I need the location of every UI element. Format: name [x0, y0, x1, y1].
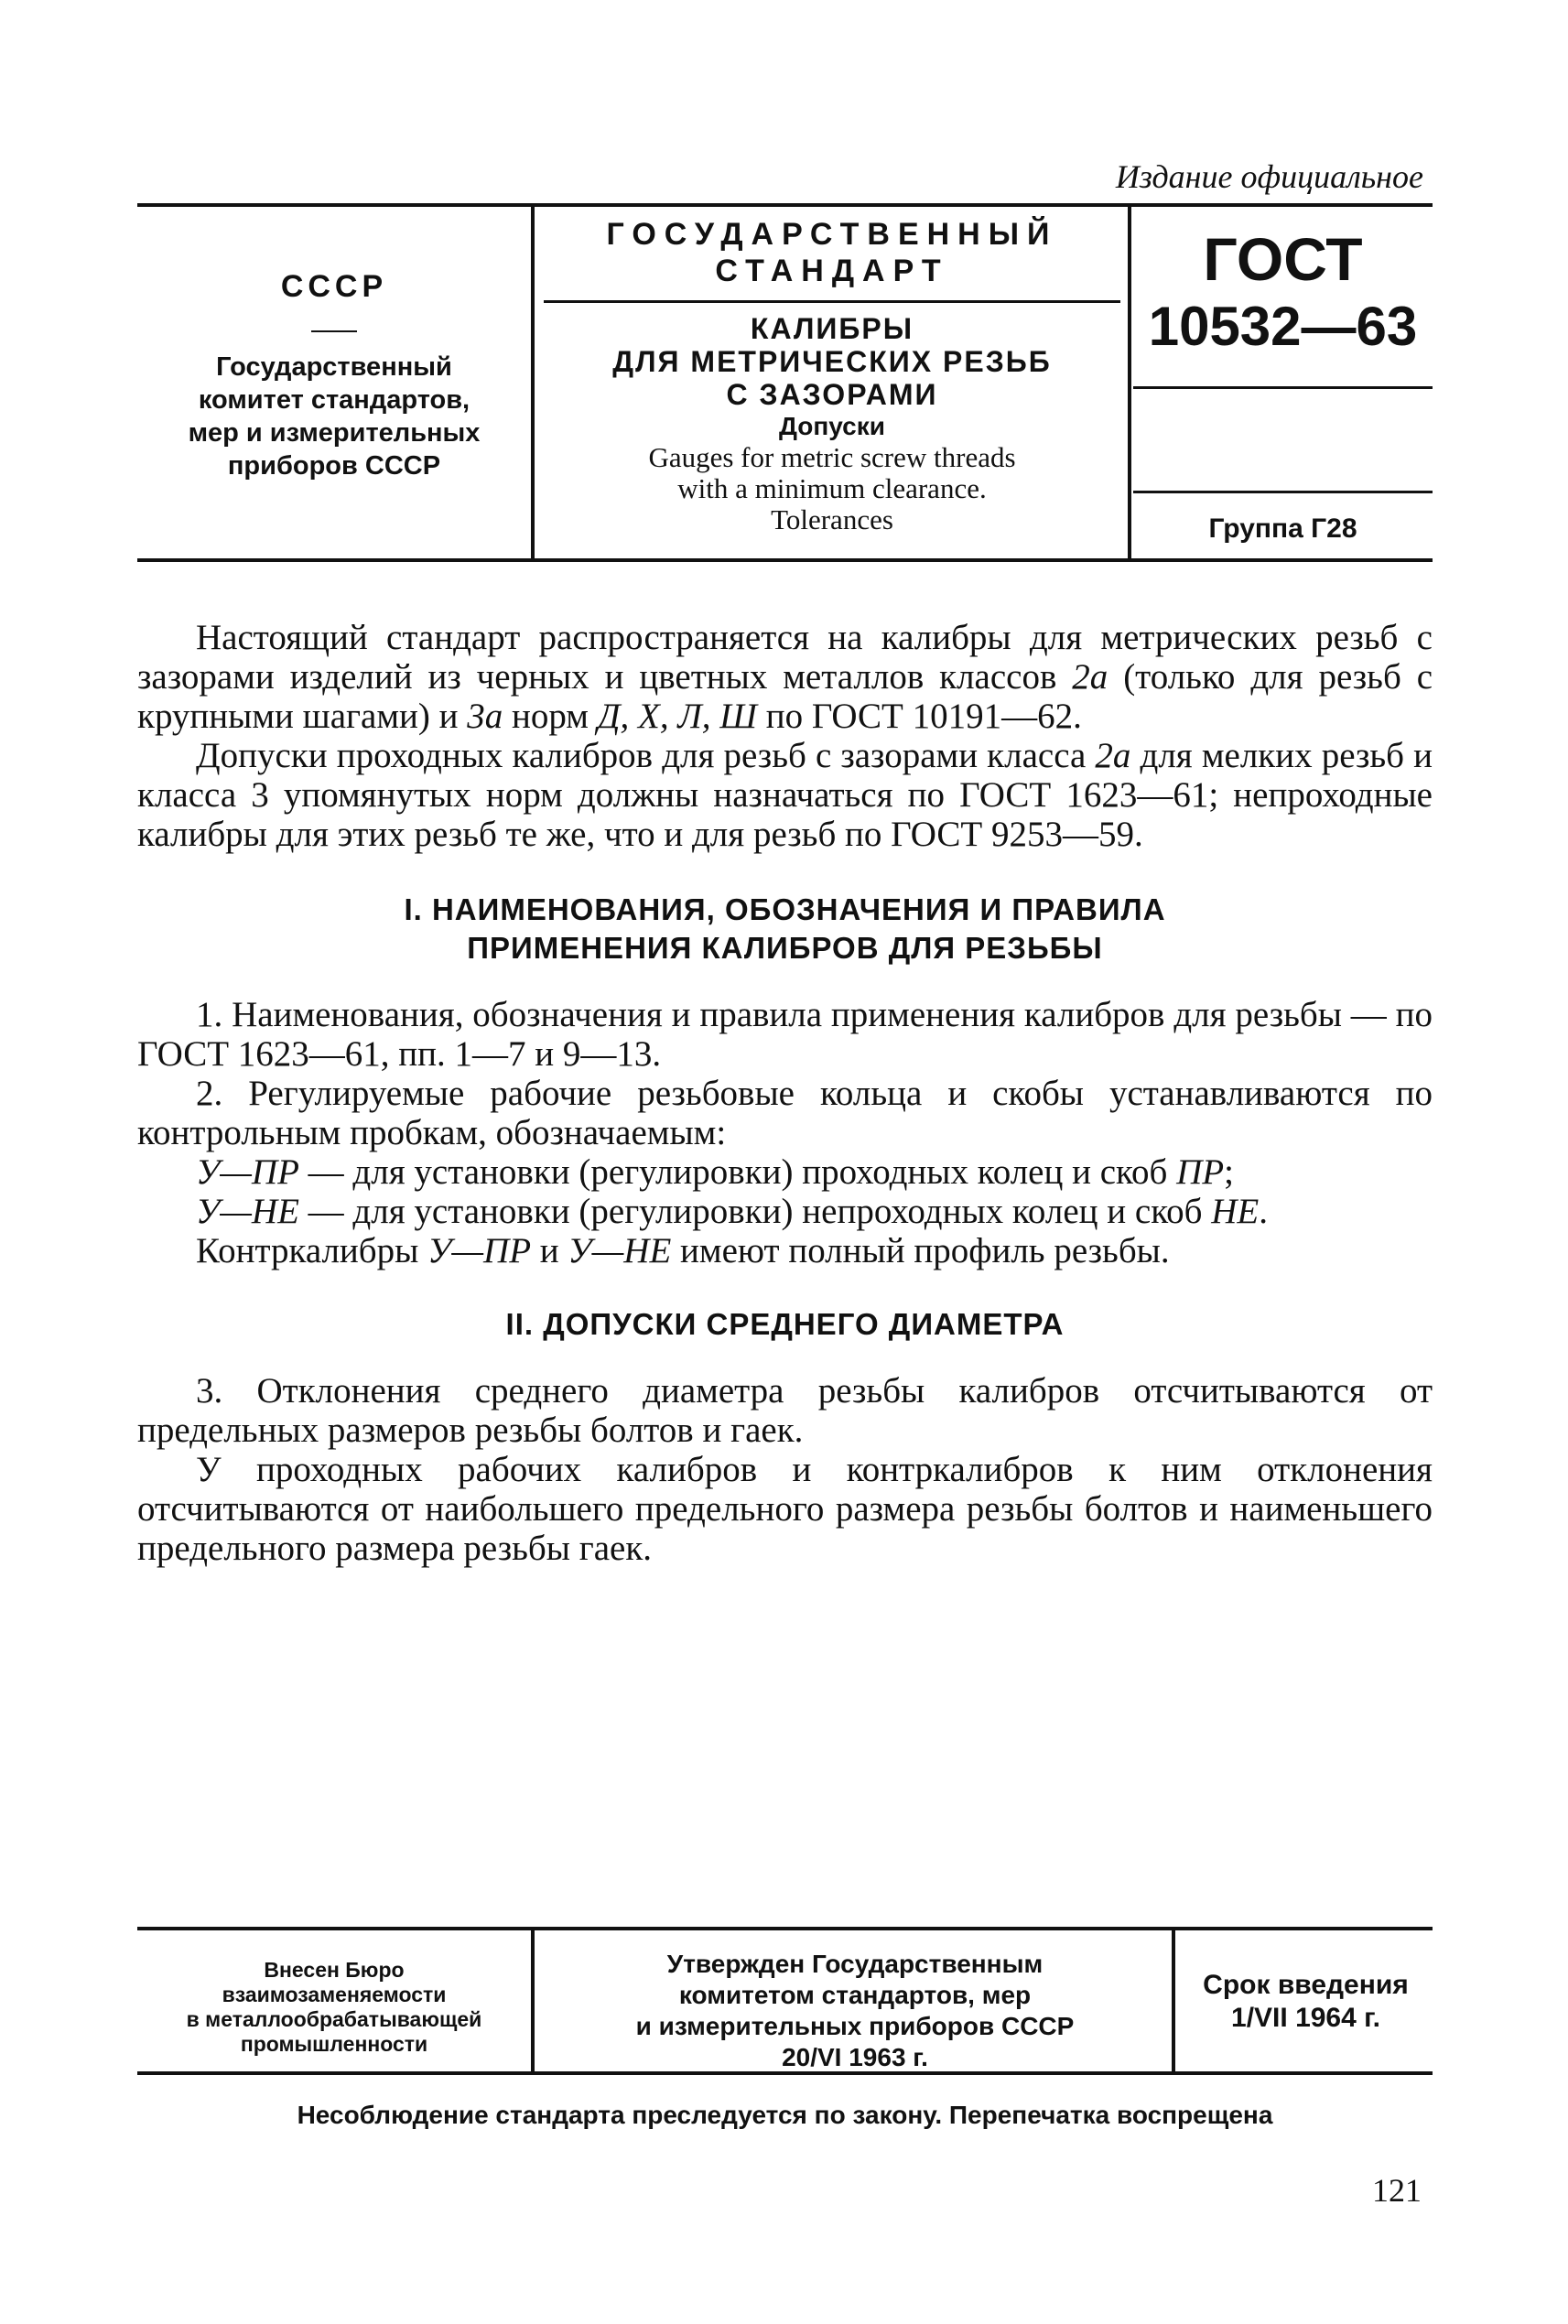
- footer-divider: [531, 1930, 535, 2071]
- clause-2-une: У—НЕ — для установки (регулировки) непроходных колец и скоб НЕ.: [196, 1192, 1269, 1231]
- submitted-by: Внесен Бюро взаимозаменяемости в металлообрабатывающей промышленности: [186, 1958, 482, 2056]
- section-heading: I. НАИМЕНОВАНИЯ, ОБОЗНАЧЕНИЯ И ПРАВИЛА ПРИМЕНЕНИЯ КАЛИБРОВ ДЛЯ РЕЗЬБЫ: [404, 892, 1166, 965]
- copyright-notice: Несоблюдение стандарта преследуется по закону. Перепечатка воспрещена: [297, 2101, 1273, 2129]
- gost-rule: [1133, 491, 1433, 493]
- state-standard-label: ГОСУДАРСТВЕННЫЙ СТАНДАРТ: [606, 217, 1058, 288]
- standard-subtitle: Допуски: [779, 412, 885, 440]
- footer-table: [137, 1927, 1433, 2075]
- gost-rule: [1133, 386, 1433, 389]
- document-page: [137, 0, 1433, 2324]
- gost-cell: [1133, 207, 1433, 558]
- intro-paragraph: Настоящий стандарт распространяется на калибры для метрических резьб с зазорами изделий из черных и цветных металлов классов 2а (только для резьб с крупными шагами) и 3а норм Д, Х, Л, Ш по ГОСТ 10191—62.: [137, 618, 1433, 736]
- section-heading: II. ДОПУСКИ СРЕДНЕГО ДИАМЕТРА: [505, 1307, 1065, 1341]
- header-divider: [531, 207, 535, 558]
- ussr-label: СССР: [280, 269, 388, 304]
- effective-date: Срок введения 1/VII 1964 г.: [1203, 1970, 1409, 2033]
- clause-2: 2. Регулируемые рабочие резьбовые кольца и скобы устанавливаются по контрольным пробкам, обозначаемым:: [137, 1074, 1433, 1152]
- dash-rule: [311, 330, 357, 332]
- header-divider: [1128, 207, 1131, 558]
- page-number: 121: [1372, 2172, 1422, 2209]
- edition-label: Издание официальное: [1115, 158, 1423, 195]
- title-rule: [544, 300, 1120, 303]
- intro-paragraph: Допуски проходных калибров для резьб с зазорами класса 2а для мелких резьб и класса 3 упомянутых норм должны назначаться по ГОСТ 1623—61; непроходные калибры для этих резьб те же, что и для резьб по ГОСТ 9253—59.: [137, 736, 1433, 854]
- approved-by: Утвержден Государственным комитетом стандартов, мер и измерительных приборов СССР 20/VI 1963 г.: [635, 1950, 1075, 2071]
- clause-2-counter: Контркалибры У—ПР и У—НЕ имеют полный профиль резьбы.: [196, 1231, 1170, 1270]
- issuer-cell: [137, 207, 531, 558]
- gost-number: 10532—63: [1148, 296, 1418, 357]
- english-title: Gauges for metric screw threads with a minimum clearance. Tolerances: [648, 441, 1016, 535]
- committee-name: Государственный комитет стандартов, мер и измерительных приборов СССР: [188, 352, 481, 481]
- standard-title: КАЛИБРЫ ДЛЯ МЕТРИЧЕСКИХ РЕЗЬБ С ЗАЗОРАМИ: [612, 312, 1052, 411]
- title-cell: [544, 207, 1120, 558]
- gost-label: ГОСТ: [1203, 225, 1363, 293]
- clause-3: 3. Отклонения среднего диаметра резьбы калибров отсчитываются от предельных размеров резьбы болтов и гаек.: [137, 1371, 1433, 1450]
- header-table: [137, 203, 1433, 562]
- clause-2-upr: У—ПР — для установки (регулировки) проходных колец и скоб ПР;: [196, 1152, 1234, 1192]
- clause-3-note: У проходных рабочих калибров и контркалибров к ним отклонения отсчитываются от наибольшего предельного размера резьбы болтов и наименьшего предельного размера резьбы гаек.: [137, 1450, 1433, 1568]
- group-label: Группа Г28: [1208, 513, 1357, 544]
- body-text: [137, 618, 1433, 1568]
- clause-1: 1. Наименования, обозначения и правила применения калибров для резьбы — по ГОСТ 1623—61, пп. 1—7 и 9—13.: [137, 995, 1433, 1074]
- footer-divider: [1172, 1930, 1175, 2071]
